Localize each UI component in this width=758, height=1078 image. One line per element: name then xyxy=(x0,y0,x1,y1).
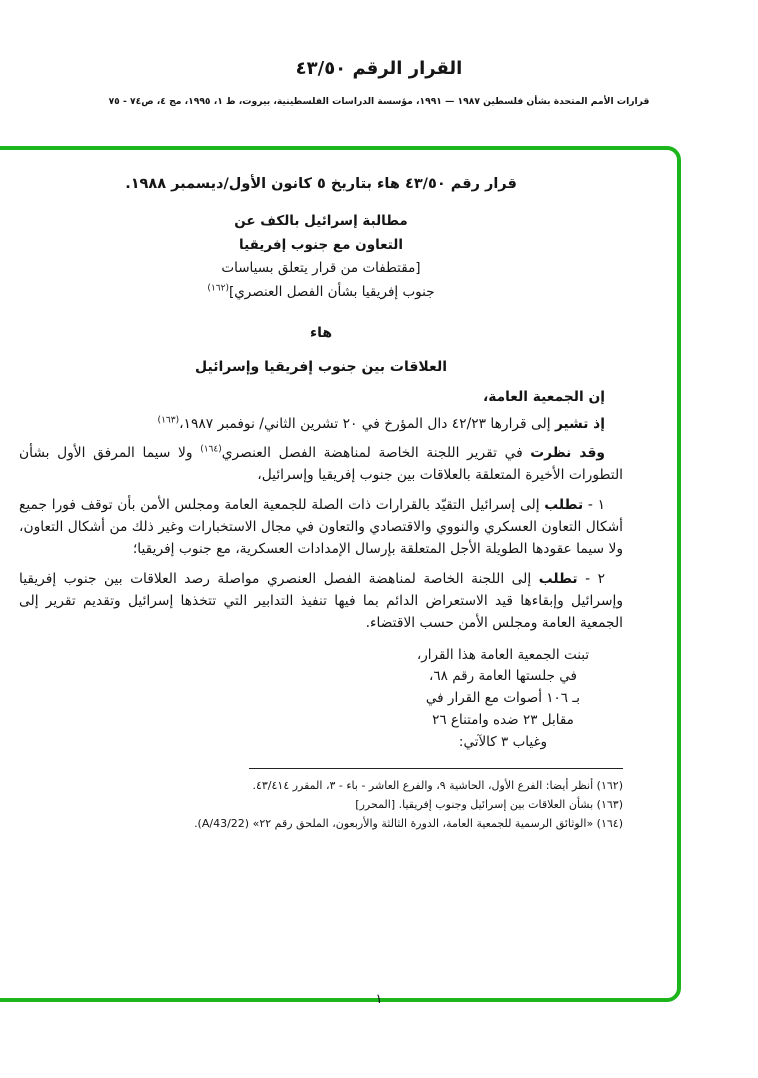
source-citation: قرارات الأمم المتحدة بشأن فلسطين ١٩٨٧ — ١٩٩١، مؤسسة الدراسات الفلسطينية، بيروت، ط ١، ١٩٩٥، مج ٤، ص٧٤ - ٧٥ xyxy=(108,96,650,107)
paragraph-lead: تطلب xyxy=(544,496,584,513)
resolution-title-line-2: التعاون مع جنوب إفريقيا xyxy=(239,236,403,253)
adoption-line-4: مقابل ٢٣ ضده وامتناع ٢٦ xyxy=(432,712,574,729)
paragraph-lead: تطلب xyxy=(538,570,578,587)
page-title: القرار الرقم ٤٣/٥٠ xyxy=(295,58,463,79)
paragraph-text: إلى إسرائيل التقيّد بالقرارات ذات الصلة للجمعية العامة ومجلس الأمن بأن توقف فورا جميع أشكال التعاون العسكري والنووي والاقتصادي والتعاون في مجال الاستخبارات وغير ذلك من أشكال التعاون، ولا سيما عقودها الطويلة الأجل المتعلقة بإرسال الإمدادات العسكرية، مع جنوب إفريقيا؛ xyxy=(19,496,623,558)
footnote-number: (١٦٣) xyxy=(596,797,623,811)
operative-paragraph-2 xyxy=(19,568,623,635)
paragraph-lead: إذ تشير xyxy=(554,415,605,432)
resolution-heading: قرار رقم ٤٣/٥٠ هاء بتاريخ ٥ كانون الأول/ديسمبر ١٩٨٨. xyxy=(125,176,517,192)
footnote-number: (١٦٤) xyxy=(596,816,623,830)
bracket-note-line-2 xyxy=(19,281,623,305)
paragraph-text: ولا سيما المرفق الأول بشأن التطورات الأخيرة المتعلقة بالعلاقات بين جنوب إفريقيا وإسرائيل، xyxy=(19,444,623,484)
resolution-title-block xyxy=(19,210,623,305)
paragraph-text: في تقرير اللجنة الخاصة لمناهضة الفصل العنصري xyxy=(221,444,531,461)
adoption-line-5: وغياب ٣ كالآتي: xyxy=(458,734,548,751)
paragraph-lead: وقد نظرت xyxy=(530,444,605,461)
highlight-box xyxy=(0,146,681,1002)
footnote-163 xyxy=(19,796,623,813)
paragraph-text: إلى اللجنة الخاصة لمناهضة الفصل العنصري مواصلة رصد العلاقات بين جنوب إفريقيا وإسرائيل وإبقاءها قيد الاستعراض الدائم بما فيها تنفيذ التدابير التي تتخذها إسرائيل وتقديم تقرير إلى الجمعية العامة ومجلس الأمن حسب الاقتضاء. xyxy=(19,570,623,632)
footnote-separator xyxy=(249,768,623,769)
section-title: العلاقات بين جنوب إفريقيا وإسرائيل xyxy=(194,358,448,375)
bracket-note-text: [مقتطفات من قرار يتعلق بسياسات xyxy=(221,260,421,277)
footnote-text: أنظر أيضا: الفرع الأول، الحاشية ٩، والفرع العاشر - باء - ٣، المقرر ٤٣/٤١٤. xyxy=(252,778,594,792)
footnotes-block xyxy=(19,777,623,832)
adoption-line-1: تبنت الجمعية العامة هذا القرار، xyxy=(416,646,590,663)
footnote-ref-163: (١٦٣) xyxy=(157,414,180,425)
section-letter: هاء xyxy=(309,324,333,341)
operative-paragraph-1 xyxy=(19,494,623,561)
adoption-note xyxy=(383,645,623,754)
footnote-text: «الوثائق الرسمية للجمعية العامة، الدورة الثالثة والأربعون، الملحق رقم ٢٢» (A/43/22). xyxy=(194,816,594,830)
footnote-164 xyxy=(19,815,623,832)
recital-paragraph-2 xyxy=(19,442,623,487)
paragraph-number: ٢ - xyxy=(577,570,605,587)
footnote-text: بشأن العلاقات بين إسرائيل وجنوب إفريقيا. [المحرر] xyxy=(355,797,594,811)
footnote-number: (١٦٢) xyxy=(596,778,623,792)
footnote-ref-162: (١٦٢) xyxy=(207,283,229,294)
paragraph-text: إلى قرارها ٤٢/٢٣ دال المؤرخ في ٢٠ تشرين الثاني/ نوفمبر ١٩٨٧، xyxy=(179,415,555,432)
adoption-line-3: بـ ١٠٦ أصوات مع القرار في xyxy=(425,690,581,707)
adoption-line-2: في جلستها العامة رقم ٦٨، xyxy=(429,668,577,685)
footnote-ref-164: (١٦٤) xyxy=(200,444,222,455)
bracket-note-line-1 xyxy=(19,257,623,281)
resolution-title-line-1: مطالبة إسرائيل بالكف عن xyxy=(234,213,408,229)
bracket-note-text: جنوب إفريقيا بشأن الفصل العنصري] xyxy=(228,283,435,300)
preamble-opening: إن الجمعية العامة، xyxy=(482,388,605,405)
paragraph-number: ١ - xyxy=(583,496,606,513)
footnote-162 xyxy=(19,777,623,794)
page-number: ١ xyxy=(375,992,383,1007)
recital-paragraph-1 xyxy=(19,413,623,435)
